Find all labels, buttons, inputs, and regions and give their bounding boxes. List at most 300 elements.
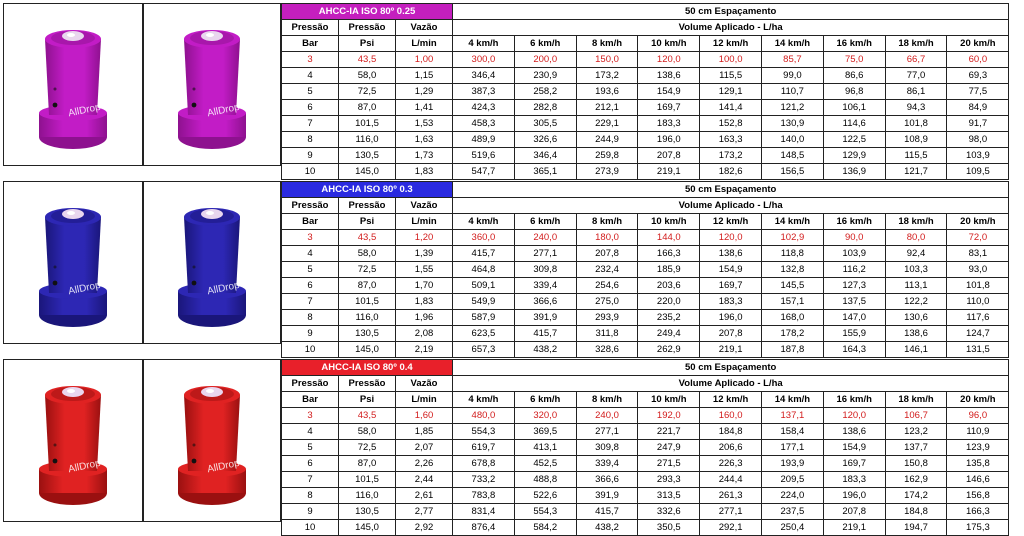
volume-cell: 99,0 [762, 68, 824, 84]
volume-cell: 136,9 [823, 164, 885, 180]
speed-header: 4 km/h [453, 392, 515, 408]
pressure-psi-cell: 116,0 [339, 488, 396, 504]
volume-cell: 127,3 [823, 278, 885, 294]
volume-cell: 783,8 [453, 488, 515, 504]
volume-cell: 309,8 [514, 262, 576, 278]
volume-cell: 438,2 [576, 520, 638, 536]
speed-header: 8 km/h [576, 392, 638, 408]
volume-cell: 173,2 [700, 148, 762, 164]
volume-cell: 203,6 [638, 278, 700, 294]
volume-cell: 230,9 [514, 68, 576, 84]
volume-cell: 275,0 [576, 294, 638, 310]
table-row [282, 456, 1009, 472]
speed-header: 12 km/h [700, 214, 762, 230]
volume-cell: 131,5 [947, 342, 1009, 358]
volume-cell: 273,9 [576, 164, 638, 180]
volume-cell: 118,8 [762, 246, 824, 262]
speed-header: 6 km/h [514, 36, 576, 52]
volume-cell: 489,9 [453, 132, 515, 148]
flow-cell: 1,39 [396, 246, 453, 262]
volume-cell: 584,2 [514, 520, 576, 536]
volume-cell: 146,1 [885, 342, 947, 358]
flow-cell: 1,55 [396, 262, 453, 278]
flow-cell: 1,53 [396, 116, 453, 132]
volume-cell: 733,2 [453, 472, 515, 488]
flow-cell: 1,73 [396, 148, 453, 164]
speed-header: 8 km/h [576, 214, 638, 230]
nozzle-image [174, 195, 250, 331]
volume-cell: 169,7 [638, 100, 700, 116]
volume-cell: 311,8 [576, 326, 638, 342]
volume-cell: 313,5 [638, 488, 700, 504]
flow-cell: 1,20 [396, 230, 453, 246]
volume-cell: 163,3 [700, 132, 762, 148]
volume-cell: 237,5 [762, 504, 824, 520]
speed-header: 16 km/h [823, 392, 885, 408]
volume-cell: 158,4 [762, 424, 824, 440]
volume-header: Volume Aplicado - L/ha [453, 198, 1009, 214]
pressure-psi-cell: 101,5 [339, 294, 396, 310]
volume-cell: 207,8 [638, 148, 700, 164]
pressure-bar-cell: 8 [282, 132, 339, 148]
volume-cell: 174,2 [885, 488, 947, 504]
volume-cell: 86,1 [885, 84, 947, 100]
volume-cell: 132,8 [762, 262, 824, 278]
volume-cell: 121,2 [762, 100, 824, 116]
volume-cell: 554,3 [453, 424, 515, 440]
pressure-bar-cell: 5 [282, 262, 339, 278]
nozzle-image [35, 373, 111, 509]
model-label: AHCC-IA ISO 80º 0.25 [282, 4, 453, 20]
pressure-psi-cell: 130,5 [339, 326, 396, 342]
speed-header: 14 km/h [762, 36, 824, 52]
volume-cell: 84,9 [947, 100, 1009, 116]
pressure-psi-cell: 72,5 [339, 84, 396, 100]
flow-cell: 2,61 [396, 488, 453, 504]
volume-cell: 169,7 [700, 278, 762, 294]
flow-cell: 1,96 [396, 310, 453, 326]
volume-cell: 180,0 [576, 230, 638, 246]
volume-cell: 69,3 [947, 68, 1009, 84]
nozzle-brand-text: AllDrop [206, 457, 241, 475]
flow-cell: 1,00 [396, 52, 453, 68]
nozzle-photo-cell [143, 181, 281, 344]
volume-cell: 452,5 [514, 456, 576, 472]
volume-cell: 219,1 [638, 164, 700, 180]
spacing-header: 50 cm Espaçamento [453, 4, 1009, 20]
flow-cell: 1,15 [396, 68, 453, 84]
volume-cell: 292,1 [700, 520, 762, 536]
volume-cell: 415,7 [576, 504, 638, 520]
pressure-bar-header: Pressão [282, 20, 339, 36]
volume-cell: 221,7 [638, 424, 700, 440]
volume-cell: 346,4 [453, 68, 515, 84]
volume-cell: 160,0 [700, 408, 762, 424]
table-row [282, 132, 1009, 148]
pressure-bar-cell: 7 [282, 294, 339, 310]
table-row [282, 100, 1009, 116]
speed-header: 12 km/h [700, 36, 762, 52]
volume-cell: 182,6 [700, 164, 762, 180]
table-row [282, 440, 1009, 456]
volume-cell: 249,4 [638, 326, 700, 342]
table-row [282, 164, 1009, 180]
volume-cell: 166,3 [947, 504, 1009, 520]
speed-header: 18 km/h [885, 36, 947, 52]
volume-cell: 122,2 [885, 294, 947, 310]
flow-unit: L/min [396, 36, 453, 52]
volume-cell: 157,1 [762, 294, 824, 310]
pressure-psi-header: Pressão [339, 20, 396, 36]
volume-cell: 657,3 [453, 342, 515, 358]
pressure-bar-cell: 4 [282, 246, 339, 262]
volume-cell: 147,0 [823, 310, 885, 326]
volume-cell: 206,6 [700, 440, 762, 456]
volume-cell: 193,6 [576, 84, 638, 100]
pressure-psi-header: Pressão [339, 376, 396, 392]
volume-cell: 258,2 [514, 84, 576, 100]
bar-unit: Bar [282, 392, 339, 408]
volume-cell: 102,9 [762, 230, 824, 246]
flow-cell: 1,83 [396, 164, 453, 180]
volume-cell: 623,5 [453, 326, 515, 342]
volume-cell: 150,0 [576, 52, 638, 68]
volume-cell: 110,0 [947, 294, 1009, 310]
volume-cell: 207,8 [700, 326, 762, 342]
pressure-bar-cell: 9 [282, 326, 339, 342]
volume-cell: 152,8 [700, 116, 762, 132]
volume-cell: 196,0 [700, 310, 762, 326]
volume-cell: 250,4 [762, 520, 824, 536]
volume-cell: 130,9 [762, 116, 824, 132]
volume-cell: 277,1 [576, 424, 638, 440]
volume-cell: 346,4 [514, 148, 576, 164]
speed-header: 12 km/h [700, 392, 762, 408]
speed-header: 20 km/h [947, 392, 1009, 408]
volume-cell: 85,7 [762, 52, 824, 68]
volume-cell: 100,0 [700, 52, 762, 68]
speed-header: 14 km/h [762, 392, 824, 408]
speed-header: 6 km/h [514, 392, 576, 408]
volume-cell: 350,5 [638, 520, 700, 536]
pressure-psi-cell: 58,0 [339, 246, 396, 262]
table-row [282, 116, 1009, 132]
volume-cell: 587,9 [453, 310, 515, 326]
volume-cell: 200,0 [514, 52, 576, 68]
pressure-bar-cell: 8 [282, 488, 339, 504]
volume-cell: 831,4 [453, 504, 515, 520]
pressure-psi-cell: 130,5 [339, 148, 396, 164]
table-row [282, 326, 1009, 342]
volume-cell: 547,7 [453, 164, 515, 180]
pressure-psi-cell: 43,5 [339, 230, 396, 246]
volume-cell: 92,4 [885, 246, 947, 262]
pressure-bar-cell: 4 [282, 424, 339, 440]
volume-cell: 415,7 [514, 326, 576, 342]
flow-header: Vazão [396, 376, 453, 392]
volume-cell: 121,7 [885, 164, 947, 180]
pressure-bar-cell: 10 [282, 342, 339, 358]
psi-unit: Psi [339, 36, 396, 52]
bar-unit: Bar [282, 36, 339, 52]
volume-cell: 94,3 [885, 100, 947, 116]
pressure-bar-cell: 6 [282, 100, 339, 116]
volume-header: Volume Aplicado - L/ha [453, 20, 1009, 36]
speed-header: 20 km/h [947, 214, 1009, 230]
nozzle-photo-cell [3, 181, 143, 344]
volume-cell: 262,9 [638, 342, 700, 358]
volume-cell: 124,7 [947, 326, 1009, 342]
volume-cell: 415,7 [453, 246, 515, 262]
volume-cell: 173,2 [576, 68, 638, 84]
table-row [282, 278, 1009, 294]
volume-cell: 480,0 [453, 408, 515, 424]
flow-cell: 2,26 [396, 456, 453, 472]
volume-cell: 196,0 [823, 488, 885, 504]
model-label: AHCC-IA ISO 80º 0.3 [282, 182, 453, 198]
volume-cell: 509,1 [453, 278, 515, 294]
table-row [282, 148, 1009, 164]
nozzle-brand-text: AllDrop [67, 457, 102, 475]
volume-cell: 328,6 [576, 342, 638, 358]
volume-cell: 277,1 [700, 504, 762, 520]
flow-header: Vazão [396, 20, 453, 36]
volume-cell: 193,9 [762, 456, 824, 472]
nozzle-photo-cell [3, 359, 143, 522]
volume-cell: 207,8 [576, 246, 638, 262]
volume-cell: 366,6 [576, 472, 638, 488]
pressure-bar-cell: 10 [282, 164, 339, 180]
volume-cell: 91,7 [947, 116, 1009, 132]
volume-cell: 247,9 [638, 440, 700, 456]
volume-cell: 116,2 [823, 262, 885, 278]
volume-cell: 146,6 [947, 472, 1009, 488]
table-row [282, 342, 1009, 358]
pressure-bar-cell: 9 [282, 504, 339, 520]
nozzle-brand-text: AllDrop [67, 101, 102, 119]
pressure-bar-cell: 5 [282, 84, 339, 100]
pressure-psi-cell: 145,0 [339, 342, 396, 358]
volume-cell: 150,8 [885, 456, 947, 472]
table-row [282, 520, 1009, 536]
table-row [282, 408, 1009, 424]
speed-header: 18 km/h [885, 214, 947, 230]
volume-cell: 138,6 [823, 424, 885, 440]
volume-cell: 261,3 [700, 488, 762, 504]
volume-cell: 360,0 [453, 230, 515, 246]
speed-header: 16 km/h [823, 214, 885, 230]
volume-header: Volume Aplicado - L/ha [453, 376, 1009, 392]
volume-cell: 391,9 [514, 310, 576, 326]
volume-cell: 120,0 [700, 230, 762, 246]
volume-cell: 110,7 [762, 84, 824, 100]
volume-cell: 185,9 [638, 262, 700, 278]
pressure-psi-cell: 87,0 [339, 100, 396, 116]
volume-cell: 109,5 [947, 164, 1009, 180]
volume-cell: 90,0 [823, 230, 885, 246]
volume-cell: 98,0 [947, 132, 1009, 148]
flow-cell: 2,92 [396, 520, 453, 536]
flow-cell: 1,70 [396, 278, 453, 294]
pressure-psi-cell: 116,0 [339, 132, 396, 148]
speed-header: 4 km/h [453, 214, 515, 230]
volume-cell: 339,4 [514, 278, 576, 294]
volume-cell: 169,7 [823, 456, 885, 472]
volume-cell: 332,6 [638, 504, 700, 520]
volume-cell: 123,9 [947, 440, 1009, 456]
pressure-bar-cell: 3 [282, 408, 339, 424]
volume-cell: 387,3 [453, 84, 515, 100]
pressure-bar-header: Pressão [282, 376, 339, 392]
volume-cell: 135,8 [947, 456, 1009, 472]
volume-cell: 115,5 [885, 148, 947, 164]
table-row [282, 262, 1009, 278]
table-row [282, 472, 1009, 488]
volume-cell: 184,8 [885, 504, 947, 520]
pressure-bar-cell: 6 [282, 456, 339, 472]
pressure-psi-cell: 43,5 [339, 408, 396, 424]
volume-cell: 458,3 [453, 116, 515, 132]
pressure-bar-cell: 3 [282, 52, 339, 68]
table-row [282, 246, 1009, 262]
volume-cell: 129,9 [823, 148, 885, 164]
pressure-psi-cell: 87,0 [339, 278, 396, 294]
volume-cell: 77,0 [885, 68, 947, 84]
volume-cell: 178,2 [762, 326, 824, 342]
volume-cell: 101,8 [885, 116, 947, 132]
volume-cell: 75,0 [823, 52, 885, 68]
volume-cell: 154,9 [823, 440, 885, 456]
table-row [282, 52, 1009, 68]
volume-cell: 155,9 [823, 326, 885, 342]
volume-cell: 175,3 [947, 520, 1009, 536]
nozzle-brand-text: AllDrop [206, 101, 241, 119]
pressure-bar-cell: 7 [282, 116, 339, 132]
volume-cell: 293,9 [576, 310, 638, 326]
pressure-psi-cell: 101,5 [339, 472, 396, 488]
speed-header: 10 km/h [638, 214, 700, 230]
volume-cell: 187,8 [762, 342, 824, 358]
volume-cell: 141,4 [700, 100, 762, 116]
volume-cell: 300,0 [453, 52, 515, 68]
volume-cell: 413,1 [514, 440, 576, 456]
speed-header: 10 km/h [638, 392, 700, 408]
pressure-psi-cell: 145,0 [339, 164, 396, 180]
volume-cell: 115,5 [700, 68, 762, 84]
volume-cell: 391,9 [576, 488, 638, 504]
volume-cell: 162,9 [885, 472, 947, 488]
nozzle-image [35, 195, 111, 331]
volume-cell: 122,5 [823, 132, 885, 148]
speed-header: 4 km/h [453, 36, 515, 52]
volume-cell: 130,6 [885, 310, 947, 326]
nozzle-photo-cell [143, 3, 281, 166]
pressure-psi-cell: 101,5 [339, 116, 396, 132]
volume-cell: 77,5 [947, 84, 1009, 100]
flow-cell: 2,08 [396, 326, 453, 342]
nozzle-photo-cell [3, 3, 143, 166]
volume-cell: 488,8 [514, 472, 576, 488]
volume-cell: 168,0 [762, 310, 824, 326]
table-row [282, 488, 1009, 504]
volume-cell: 209,5 [762, 472, 824, 488]
speed-header: 6 km/h [514, 214, 576, 230]
volume-cell: 212,1 [576, 100, 638, 116]
pressure-bar-cell: 9 [282, 148, 339, 164]
table-row [282, 84, 1009, 100]
table-row [282, 504, 1009, 520]
volume-cell: 101,8 [947, 278, 1009, 294]
nozzle-photo-cell [143, 359, 281, 522]
speed-header: 10 km/h [638, 36, 700, 52]
volume-cell: 320,0 [514, 408, 576, 424]
spray-rate-table [281, 181, 1009, 358]
volume-cell: 194,7 [885, 520, 947, 536]
volume-cell: 365,1 [514, 164, 576, 180]
pressure-psi-cell: 116,0 [339, 310, 396, 326]
pressure-psi-header: Pressão [339, 198, 396, 214]
pressure-psi-cell: 72,5 [339, 440, 396, 456]
nozzle-image [174, 17, 250, 153]
volume-cell: 207,8 [823, 504, 885, 520]
volume-cell: 129,1 [700, 84, 762, 100]
volume-cell: 60,0 [947, 52, 1009, 68]
volume-cell: 103,9 [823, 246, 885, 262]
volume-cell: 80,0 [885, 230, 947, 246]
volume-cell: 224,0 [762, 488, 824, 504]
volume-cell: 120,0 [638, 52, 700, 68]
volume-cell: 554,3 [514, 504, 576, 520]
volume-cell: 137,1 [762, 408, 824, 424]
volume-cell: 140,0 [762, 132, 824, 148]
volume-cell: 110,9 [947, 424, 1009, 440]
nozzle-image [174, 373, 250, 509]
volume-cell: 254,6 [576, 278, 638, 294]
volume-cell: 619,7 [453, 440, 515, 456]
volume-cell: 72,0 [947, 230, 1009, 246]
pressure-bar-cell: 7 [282, 472, 339, 488]
pressure-psi-cell: 58,0 [339, 68, 396, 84]
volume-cell: 144,0 [638, 230, 700, 246]
volume-cell: 86,6 [823, 68, 885, 84]
volume-cell: 183,3 [700, 294, 762, 310]
pressure-psi-cell: 43,5 [339, 52, 396, 68]
spacing-header: 50 cm Espaçamento [453, 182, 1009, 198]
flow-cell: 2,07 [396, 440, 453, 456]
volume-cell: 106,7 [885, 408, 947, 424]
volume-cell: 113,1 [885, 278, 947, 294]
volume-cell: 120,0 [823, 408, 885, 424]
volume-cell: 464,8 [453, 262, 515, 278]
table-row [282, 424, 1009, 440]
flow-unit: L/min [396, 214, 453, 230]
volume-cell: 226,3 [700, 456, 762, 472]
volume-cell: 123,2 [885, 424, 947, 440]
speed-header: 18 km/h [885, 392, 947, 408]
volume-cell: 108,9 [885, 132, 947, 148]
volume-cell: 145,5 [762, 278, 824, 294]
volume-cell: 293,3 [638, 472, 700, 488]
volume-cell: 244,4 [700, 472, 762, 488]
volume-cell: 522,6 [514, 488, 576, 504]
pressure-psi-cell: 145,0 [339, 520, 396, 536]
volume-cell: 83,1 [947, 246, 1009, 262]
volume-cell: 196,0 [638, 132, 700, 148]
volume-cell: 326,6 [514, 132, 576, 148]
volume-cell: 93,0 [947, 262, 1009, 278]
table-row [282, 230, 1009, 246]
bar-unit: Bar [282, 214, 339, 230]
